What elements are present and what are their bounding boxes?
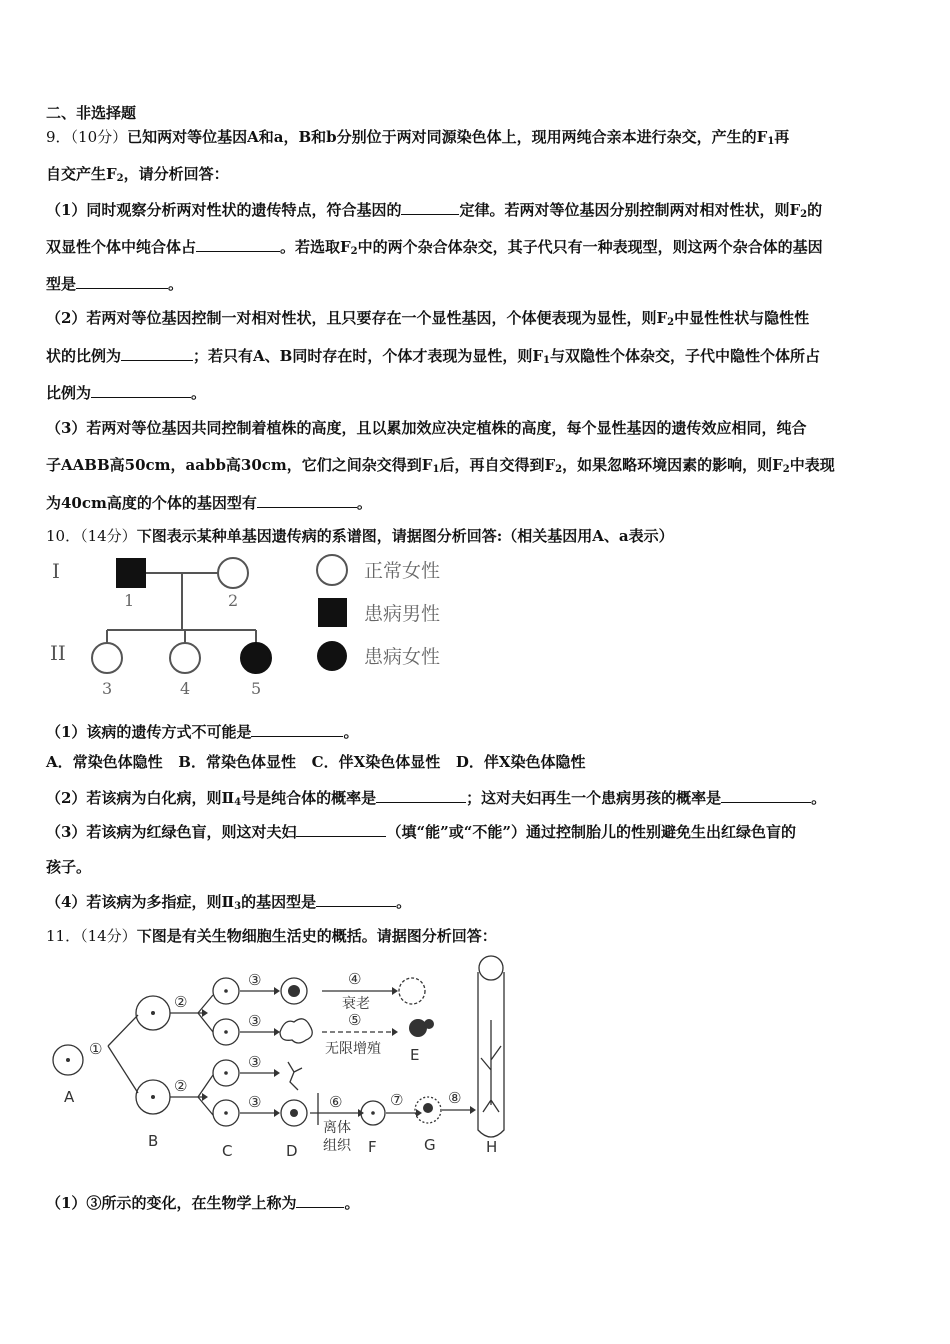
step-label-2-lower: ② (174, 1077, 188, 1095)
answer-blank[interactable] (196, 236, 280, 252)
pedigree-chart (40, 548, 470, 698)
section-heading: 二、非选择题 (46, 104, 137, 122)
answer-blank[interactable] (296, 821, 386, 837)
isolated-text: 离体 (323, 1120, 351, 1136)
answer-blank[interactable] (251, 721, 343, 737)
legend-normal-female-label: 正常女性 (364, 560, 441, 582)
split-down-2 (198, 1097, 213, 1115)
label-g: G (424, 1136, 436, 1154)
step-label-7: ⑦ (390, 1091, 404, 1109)
step-label-2-upper: ② (174, 993, 188, 1011)
step-label-5: ⑤ (348, 1011, 362, 1029)
answer-blank[interactable] (316, 891, 396, 907)
differentiated-cell-2 (280, 1019, 312, 1043)
cell-life-history-diagram (40, 950, 520, 1170)
step-label-4: ④ (348, 970, 362, 988)
q10-part2: （2）若该病为白化病，则$Ⅱ_4$号是纯合体的概率是 ；这对夫妇再生一个患病男孩的概率是 。 (46, 789, 827, 808)
generation-2-label: II (50, 641, 66, 665)
branch-line-down (108, 1046, 138, 1093)
plantlet (481, 1020, 501, 1112)
answer-blank[interactable] (257, 492, 357, 508)
label-d: D (286, 1142, 298, 1160)
q10-part3-line-1: （3）若该病为红绿色盲，则这对夫妇 （填“能”或“不能”）通过控制胎儿的性别避免生出红绿色盲的 (46, 823, 796, 841)
label-h: H (486, 1138, 498, 1156)
label-f: F (368, 1138, 377, 1156)
individual-label-1: 1 (124, 591, 135, 610)
aging-cell (399, 978, 425, 1004)
q9-part1-line-3: 型是 。 (46, 275, 184, 293)
answer-blank[interactable] (91, 382, 191, 398)
q9-line-1: 9．（10分）已知两对等位基因A和a，B和b分别位于两对同源染色体上，现用两纯合亲本进行杂交，产生的$F_1$再 (46, 128, 790, 147)
step-label-3-b: ③ (248, 1012, 262, 1030)
answer-blank[interactable] (121, 345, 193, 361)
cancer-cell-e (409, 1019, 427, 1037)
q9-part3-line-1: （3）若两对等位基因共同控制着植株的高度，且以累加效应决定植株的高度，每个显性基因的遗传效应相同，纯合 (46, 419, 807, 437)
q10-part1: （1）该病的遗传方式不可能是 。 (46, 723, 359, 741)
answer-blank[interactable] (76, 273, 168, 289)
normal-female-4 (170, 643, 200, 673)
q9-part2-line-3: 比例为 。 (46, 384, 207, 402)
split-down-1 (198, 1075, 213, 1097)
branch-line-up (108, 1015, 138, 1046)
answer-blank[interactable] (296, 1192, 344, 1208)
individual-label-3: 3 (102, 679, 113, 698)
legend-affected-female-label: 患病女性 (364, 646, 441, 668)
q9-part1-line-2: 双显性个体中纯合体占 。若选取$F_2$中的两个杂合体杂交，其子代只有一种表现型，则这两个杂合体的基因 (46, 238, 823, 257)
aging-text: 衰老 (342, 996, 370, 1012)
step-label-1: ① (89, 1040, 103, 1058)
test-tube-cap (479, 956, 503, 980)
answer-blank[interactable] (376, 787, 466, 803)
normal-female-3 (92, 643, 122, 673)
individual-label-2: 2 (228, 591, 239, 610)
q10-heading: 10．（14分）下图表示某种单基因遗传病的系谱图，请据图分析回答:（相关基因用A、a表示） (46, 527, 674, 545)
generation-1-label: I (52, 559, 60, 583)
step-label-3-c: ③ (248, 1053, 262, 1071)
split-up-1 (198, 995, 213, 1013)
q11-part1: （1）③所示的变化，在生物学上称为 。 (46, 1194, 360, 1212)
q10-part3-line-2: 孩子。 (46, 858, 92, 876)
step-label-3-d: ③ (248, 1093, 262, 1111)
q11-heading: 11．（14分）下图是有关生物细胞生活史的概括。请据图分析回答： (46, 927, 497, 945)
answer-blank[interactable] (401, 199, 459, 215)
legend-normal-female-symbol (317, 555, 347, 585)
q9-part2-line-1: （2）若两对等位基因控制一对相对性状，且只要存在一个显性基因，个体便表现为显性，则$F_2$中显性性状与隐性性 (46, 309, 810, 328)
step-label-3-a: ③ (248, 971, 262, 989)
individual-label-4: 4 (180, 679, 191, 698)
label-a: A (64, 1088, 75, 1106)
q9-part3-line-2: 子AABB高50cm，aabb高30cm，它们之间杂交得到$F_1$后，再自交得到$F_2$，如果忽略环境因素的影响，则$F_2$中表现 (46, 456, 835, 475)
normal-female-2 (218, 558, 248, 588)
split-up-2 (198, 1013, 213, 1032)
label-c: C (222, 1142, 233, 1160)
q9-line-2: 自交产生$F_2$，请分析回答： (46, 165, 229, 184)
legend-affected-male-symbol (318, 598, 347, 627)
tissue-text: 组织 (323, 1138, 351, 1154)
affected-male-1 (116, 558, 146, 588)
affected-female-5 (241, 643, 271, 673)
legend-affected-female-symbol (317, 641, 347, 671)
legend-affected-male-label: 患病男性 (364, 603, 441, 625)
step-label-6: ⑥ (329, 1093, 343, 1111)
q10-options: A．常染色体隐性 B．常染色体显性 C．伴X染色体显性 D．伴X染色体隐性 (46, 753, 586, 771)
q9-part3-line-3: 为40cm高度的个体的基因型有 。 (46, 494, 372, 512)
unlimited-proliferation-text: 无限增殖 (325, 1041, 381, 1057)
q9-part2-line-2: 状的比例为 ；若只有A、B同时存在时，个体才表现为显性，则$F_1$与双隐性个体杂交，子代中隐性个体所占 (46, 347, 820, 366)
q9-part1-line-1: （1）同时观察分析两对性状的遗传特点，符合基因的 定律。若两对等位基因分别控制两对相对性状，则$F_2$的 (46, 201, 823, 220)
label-e: E (410, 1046, 420, 1064)
q10-part4: （4）若该病为多指症，则$Ⅱ_3$的基因型是 。 (46, 893, 412, 912)
step-label-8: ⑧ (448, 1089, 462, 1107)
differentiated-cell-3 (288, 1062, 302, 1090)
individual-label-5: 5 (251, 679, 262, 698)
answer-blank[interactable] (721, 787, 811, 803)
label-b: B (148, 1132, 159, 1150)
